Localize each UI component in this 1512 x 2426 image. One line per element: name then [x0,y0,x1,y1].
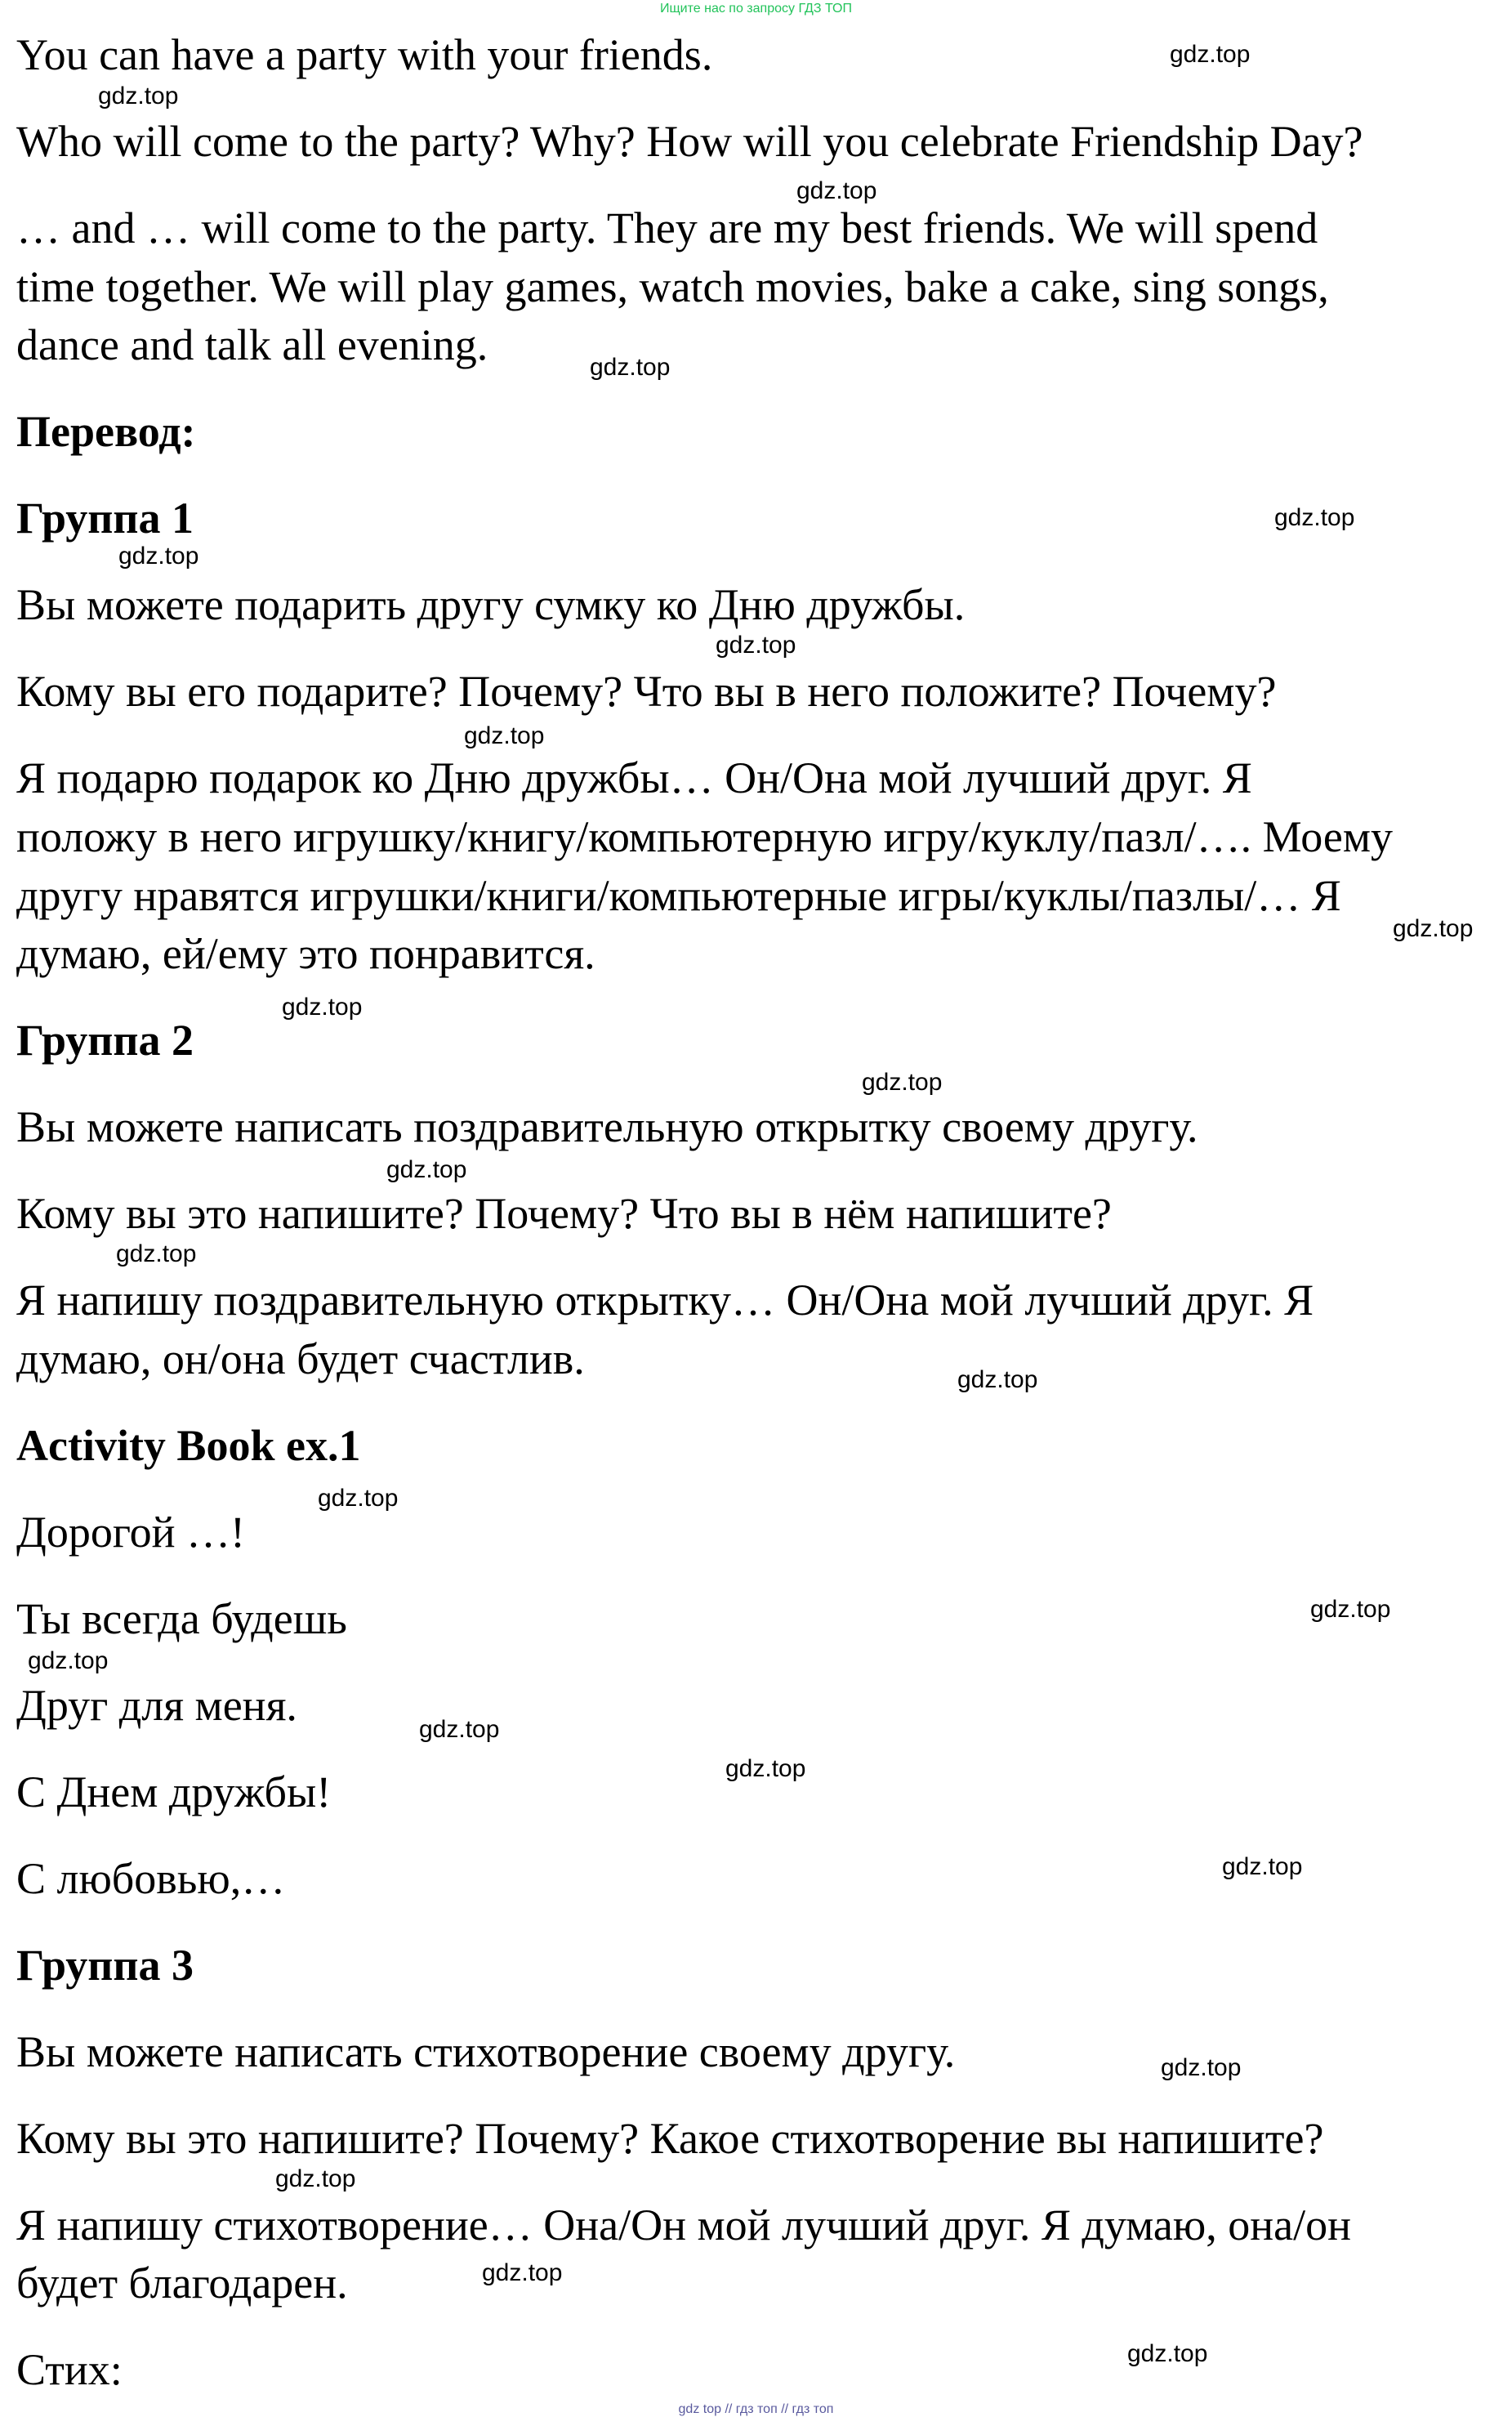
text-line: Вы можете подарить другу сумку ко Дню дружбы. [16,580,966,629]
watermark: gdz.top [796,177,877,204]
watermark: gdz.top [1161,2054,1242,2081]
watermark: gdz.top [275,2165,356,2192]
watermark: gdz.top [419,1716,500,1743]
text-line: … and … will come to the party. They are my best friends. We will spend [16,203,1318,252]
top-banner: Ищите нас по запросу ГДЗ ТОП [660,2,852,16]
watermark: gdz.top [464,722,545,749]
watermark: gdz.top [716,632,796,659]
watermark: gdz.top [725,1755,806,1782]
text-line: Ты всегда будешь [16,1594,347,1643]
text-line: Я напишу стихотворение… Она/Он мой лучший друг. Я думаю, она/он [16,2200,1352,2250]
text-line: Кому вы его подарите? Почему? Что вы в него положите? Почему? [16,667,1277,716]
watermark: gdz.top [386,1156,467,1183]
heading-group-2: Группа 2 [16,1016,194,1065]
text-line: dance and talk all evening. [16,320,488,369]
text-line: Дорогой …! [16,1508,246,1557]
text-line: положу в него игрушку/книгу/компьютерную игру/куклу/пазл/…. Моему [16,812,1394,861]
text-line: С любовью,… [16,1854,286,1903]
text-line: другу нравятся игрушки/книги/компьютерные игры/куклы/пазлы/… Я [16,871,1341,920]
text-line: Стих: [16,2345,123,2394]
watermark: gdz.top [1310,1596,1391,1623]
text-line: Who will come to the party? Why? How will you celebrate Friendship Day? [16,117,1363,166]
heading-activity-book: Activity Book ex.1 [16,1421,361,1470]
text-line: Кому вы это напишите? Почему? Что вы в нём напишите? [16,1189,1112,1238]
bottom-banner: gdz top // гдз топ // гдз топ [678,2402,834,2416]
watermark: gdz.top [318,1485,399,1512]
text-line: Кому вы это напишите? Почему? Какое стихотворение вы напишите? [16,2114,1324,2163]
watermark: gdz.top [590,354,671,381]
text-line: будет благодарен. [16,2258,348,2308]
watermark: gdz.top [1222,1853,1303,1880]
text-line: time together. We will play games, watch movies, bake a cake, sing songs, [16,262,1329,311]
heading-group-3: Группа 3 [16,1941,194,1990]
text-line: Я подарю подарок ко Дню дружбы… Он/Она мой лучший друг. Я [16,753,1252,802]
watermark: gdz.top [282,994,363,1021]
watermark: gdz.top [1274,504,1355,531]
heading-group-1: Группа 1 [16,494,194,543]
watermark: gdz.top [1170,41,1251,68]
text-line: You can have a party with your friends. [16,30,713,79]
watermark: gdz.top [28,1647,109,1674]
heading-translation: Перевод: [16,407,196,456]
text-line: думаю, он/она будет счастлив. [16,1334,585,1383]
watermark: gdz.top [98,83,179,109]
text-line: Вы можете написать поздравительную открытку своему другу. [16,1102,1198,1151]
watermark: gdz.top [862,1069,943,1096]
text-line: Вы можете написать стихотворение своему другу. [16,2027,956,2076]
text-line: Друг для меня. [16,1681,297,1730]
text-line: Я напишу поздравительную открытку… Он/Она мой лучший друг. Я [16,1276,1314,1325]
watermark: gdz.top [1127,2340,1208,2367]
text-line: думаю, ей/ему это понравится. [16,929,595,978]
watermark: gdz.top [118,543,199,570]
watermark: gdz.top [957,1366,1038,1393]
watermark: gdz.top [1393,915,1474,942]
watermark: gdz.top [482,2259,563,2286]
watermark: gdz.top [116,1240,197,1267]
text-line: С Днем дружбы! [16,1767,332,1816]
